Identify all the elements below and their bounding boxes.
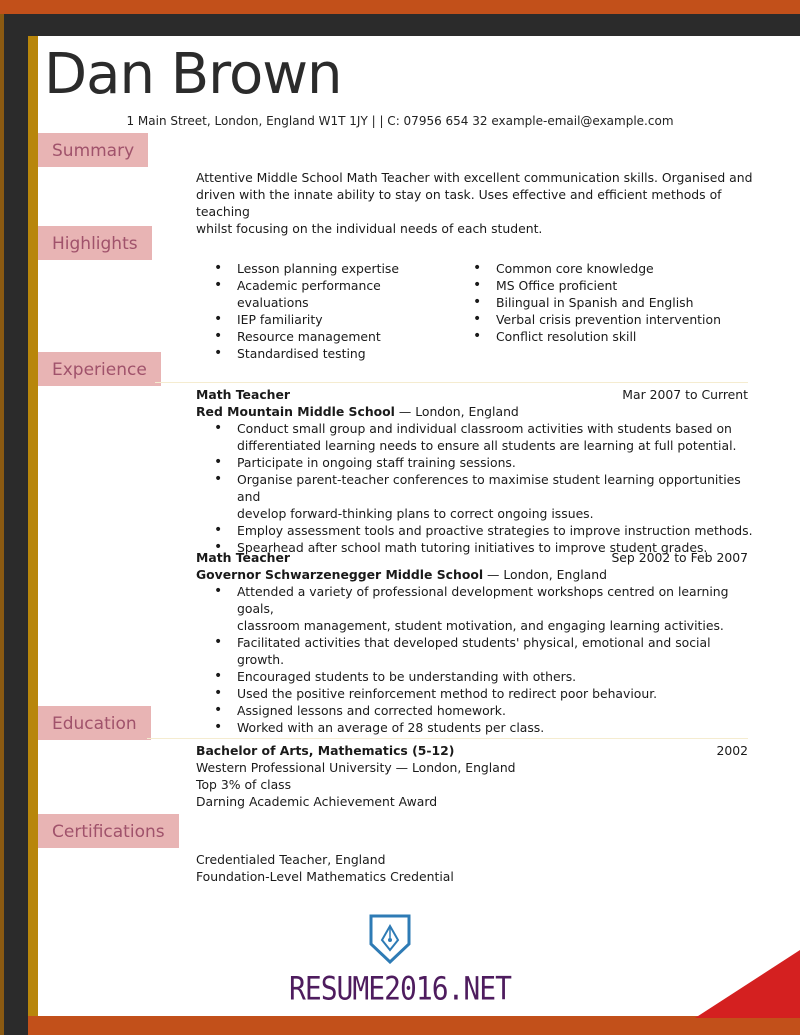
highlight-item: • Standardised testing: [196, 345, 456, 362]
certifications-list: [196, 851, 756, 885]
highlight-item: • Resource management: [196, 328, 456, 345]
job-employer: Governor Schwarzenegger Middle School: [196, 567, 484, 582]
job-employer: Red Mountain Middle School: [196, 404, 395, 419]
experience-rule: [155, 382, 748, 383]
summary-line: whilst focusing on the individual needs of each student.: [196, 221, 543, 236]
education-note: Top 3% of class: [196, 777, 292, 792]
summary-line: Attentive Middle School Math Teacher with excellent communication skills. Organised and: [196, 170, 753, 185]
job-location: — London, England: [394, 404, 519, 419]
job-bullet: • Facilitated activities that developed students' physical, emotional and social growth.: [196, 634, 756, 668]
pen-nib-shield-icon: [369, 914, 411, 964]
highlight-item: • Academic performance evaluations: [196, 277, 456, 311]
job-bullets: [196, 583, 756, 736]
job-bullets: [196, 420, 756, 556]
summary-text: [196, 169, 756, 237]
highlight-item: • Verbal crisis prevention intervention: [455, 311, 755, 328]
top-dark-band: [0, 14, 800, 36]
job-bullet: • Assigned lessons and corrected homework.: [196, 702, 756, 719]
site-logo-text: RESUME2016.NET: [288, 969, 511, 1008]
job-bullet: • Employ assessment tools and proactive strategies to improve instruction methods.: [196, 522, 756, 539]
highlight-item: • Common core knowledge: [455, 260, 755, 277]
highlight-item: • Conflict resolution skill: [455, 328, 755, 345]
school-name: Western Professional University: [196, 760, 392, 775]
job-bullet: • Worked with an average of 28 students per class.: [196, 719, 756, 736]
highlights-left-column: [196, 260, 456, 362]
section-tab-education: Education: [38, 706, 151, 740]
left-gold-band: [28, 36, 38, 1016]
school-location: — London, England: [391, 760, 516, 775]
top-orange-band: [0, 0, 800, 14]
education-header: [196, 742, 748, 810]
job-bullet: • Conduct small group and individual classroom activities with students based on differentiated learning needs to ensure all students are learning at full potential.: [196, 420, 756, 454]
bottom-orange-band: [28, 1016, 800, 1035]
contact-line: 1 Main Street, London, England W1T 1JY | | C: 07956 654 32 example-email@example.com: [126, 114, 674, 128]
job-bullet: • Participate in ongoing staff training sessions.: [196, 454, 756, 471]
highlight-item: • Lesson planning expertise: [196, 260, 456, 277]
summary-line: driven with the innate ability to stay on task. Uses effective and efficient methods of teaching: [196, 187, 722, 219]
highlights-right-column: [455, 260, 755, 345]
job-header: [196, 549, 748, 583]
job-bullet: • Organise parent-teacher conferences to maximise student learning opportunities and develop forward-thinking plans to correct ongoing issues.: [196, 471, 756, 522]
job-date: Sep 2002 to Feb 2007: [611, 550, 748, 565]
left-dark-band: [4, 14, 28, 1035]
job-title: Math Teacher: [196, 387, 290, 402]
degree: Bachelor of Arts, Mathematics (5-12): [196, 743, 455, 758]
job-title: Math Teacher: [196, 550, 290, 565]
job-date: Mar 2007 to Current: [622, 387, 748, 402]
section-tab-summary: Summary: [38, 133, 148, 167]
job-bullet: • Attended a variety of professional development workshops centred on learning goals, classroom management, student motivation, and engaging learning activities.: [196, 583, 756, 634]
highlight-item: • IEP familiarity: [196, 311, 456, 328]
highlight-item: • MS Office proficient: [455, 277, 755, 294]
job-header: [196, 386, 748, 420]
section-tab-experience: Experience: [38, 352, 161, 386]
graduation-year: 2002: [716, 743, 748, 758]
job-bullet: • Encouraged students to be understanding with others.: [196, 668, 756, 685]
candidate-name: Dan Brown: [44, 42, 342, 107]
section-tab-highlights: Highlights: [38, 226, 152, 260]
education-rule: [147, 738, 748, 739]
job-location: — London, England: [483, 567, 607, 582]
job-bullet: • Used the positive reinforcement method to redirect poor behaviour.: [196, 685, 756, 702]
certification-item: Credentialed Teacher, England: [196, 852, 386, 867]
job-bullet: • Spearhead after school math tutoring initiatives to improve student grades.: [196, 539, 756, 556]
section-tab-certifications: Certifications: [38, 814, 179, 848]
highlight-item: • Bilingual in Spanish and English: [455, 294, 755, 311]
certification-item: Foundation-Level Mathematics Credential: [196, 869, 454, 884]
education-note: Darning Academic Achievement Award: [196, 794, 438, 809]
